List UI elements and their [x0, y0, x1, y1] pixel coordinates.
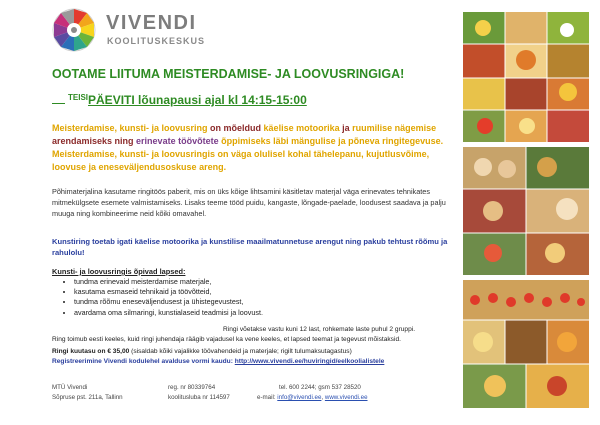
intro-part-4: ja	[342, 123, 353, 133]
vivendi-logo	[52, 8, 206, 52]
list-item: • tundma rõõmu eneseväljendusest ja ühistegevustest,	[74, 297, 263, 307]
price-label: Ringi kuutasu on € 35,00	[52, 348, 130, 355]
footer-license: koolitusluba nr 114597	[168, 394, 230, 401]
crafts-collage-image	[463, 12, 589, 142]
footer-address: Sõpruse pst. 211a, Tallinn	[52, 394, 123, 401]
footer-org: MTÜ Vivendi	[52, 384, 88, 391]
price-detail: (sisaldab kõiki vajalikke töövahendeid ja materjale; rigilt tulumaksutagastus)	[129, 348, 352, 355]
language-note: Ring toimub eesti keeles, kuid ringi juhendaja räägib vajadusel ka vene keeles, et lapsed teemat ja tegevust mõistaksid.	[52, 336, 401, 343]
footer-website-link[interactable]: www.vivendi.ee	[324, 394, 368, 401]
support-paragraph: Kunstiring toetab igati käelise motoorika ja kunstilise maailmatunnetuse arengut ning pakub tehtust rõõmu ja rahulolu!	[52, 237, 448, 257]
materials-paragraph: Põhimaterjalina kasutame ringitöös paberit, mis on üks kõige lihtsamini käsitletav materjal väga erinevates tehnikates mitmekülgsete esemete valmistamiseks. Lisaks teeme tööd puidu, kangaste, lõngade-paelade, loodusest saadava ja palju muuga ning kombineerime neid kõiki omavahel.	[52, 187, 446, 218]
children-crafts-image	[463, 147, 589, 275]
list-item: • kasutama esmaseid tehnikaid ja töövõtteid,	[74, 287, 263, 297]
group-size-note: Ringi võetakse vastu kuni 12 last, rohkemate laste puhul 2 gruppi.	[223, 326, 416, 333]
intro-part-8: õppimiseks läbi mängulise ja põneva ringitegevuse. Meisterdamise, kunsti- ja loovusringis on väga olulisel kohal tähelepanu, kujutlusvõime, loovuse ja eneseväljendusoskuse areng.	[52, 136, 444, 172]
list-item: • tundma erinevaid meisterdamise materjale,	[74, 277, 263, 287]
crafts-photo-bottom	[463, 280, 589, 408]
intro-part-3: käelise motoorika	[263, 123, 343, 133]
registration-text: Registreerimine Vivendi kodulehel avalduse vormi kaudu:	[52, 358, 235, 365]
logo-name: VIVENDI	[106, 12, 197, 34]
footer-reg-number: reg. nr 80339764	[168, 384, 216, 391]
footer-email-label: e-mail:	[257, 394, 278, 401]
schedule-day-prefix: TEISI	[68, 93, 89, 102]
finished-crafts-image	[463, 280, 589, 408]
intro-part-6: arendamiseks ning	[52, 136, 137, 146]
crafts-photo-middle	[463, 147, 589, 275]
registration-link[interactable]: http://www.vivendi.ee/huviringid/eelkoolialistele	[234, 358, 385, 365]
learn-list-title: Kunsti- ja loovusringis õpivad lapsed:	[52, 267, 186, 276]
logo-mark-icon	[52, 8, 96, 52]
list-item: • avardama oma silmaringi, kunstialaseid teadmisi ja loovust.	[74, 308, 263, 318]
intro-part-2: on mõeldud	[210, 123, 264, 133]
page-headline: OOTAME LIITUMA MEISTERDAMISE- JA LOOVUSRINGIGA!	[52, 67, 405, 81]
price-line	[52, 348, 352, 355]
schedule-line	[52, 93, 307, 107]
intro-part-1: Meisterdamise, kunsti- ja loovusring	[52, 123, 211, 133]
learn-list	[60, 277, 263, 318]
schedule-blank	[52, 103, 65, 104]
schedule-time: PÄEVITI lõunapausi ajal kl 14:15-15:00	[88, 93, 307, 107]
crafts-photo-top	[463, 12, 589, 142]
registration-line	[52, 358, 384, 365]
footer-contacts	[257, 393, 368, 402]
intro-part-7: erinevate töövõtete	[136, 136, 222, 146]
footer-separator: ,	[321, 394, 325, 401]
logo-subtitle: KOOLITUSKESKUS	[107, 36, 206, 46]
intro-part-5: ruumilise nägemise	[352, 123, 437, 133]
intro-paragraph	[52, 122, 452, 174]
footer-phone: tel. 600 2244; gsm 537 28520	[279, 384, 361, 391]
footer-email-link[interactable]: info@vivendi.ee	[277, 394, 322, 401]
